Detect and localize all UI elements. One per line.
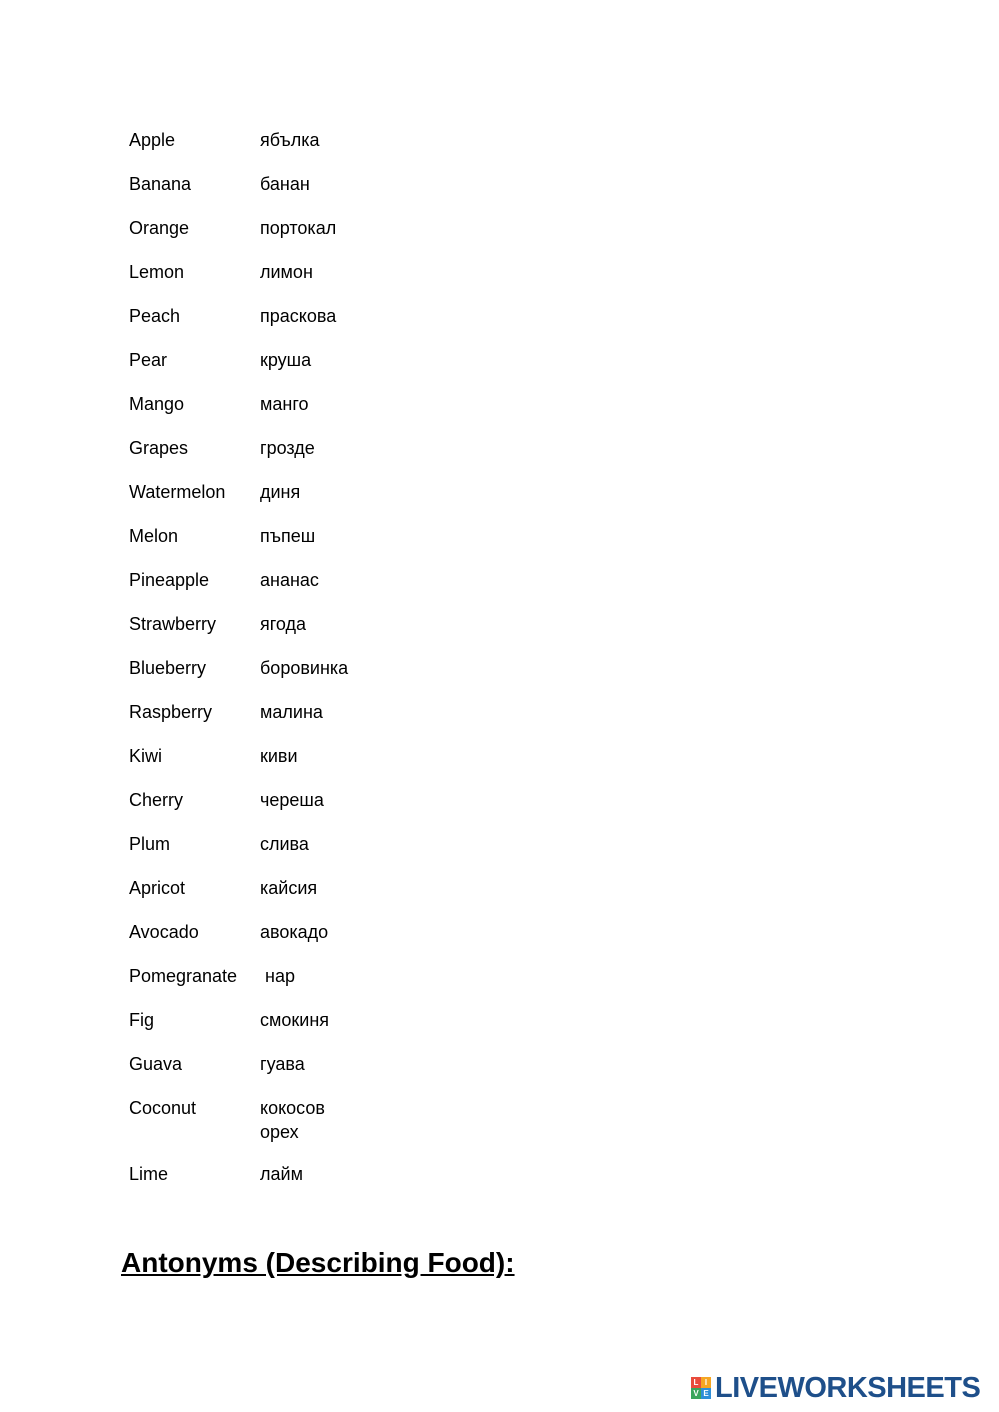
vocab-english-word: Pineapple xyxy=(129,570,210,590)
vocab-row xyxy=(129,744,529,768)
vocab-english-word: Peach xyxy=(129,306,181,326)
logo-mark-letter: I xyxy=(701,1377,711,1388)
vocab-row xyxy=(129,260,529,284)
vocab-row xyxy=(129,1162,529,1186)
liveworksheets-logo[interactable] xyxy=(691,1372,980,1404)
vocab-english-word: Lime xyxy=(129,1164,169,1184)
vocab-english-word: Mango xyxy=(129,394,185,414)
vocab-bulgarian-word: лайм xyxy=(260,1164,303,1184)
vocab-english-word: Avocado xyxy=(129,922,199,942)
vocab-bulgarian-word: грозде xyxy=(260,438,315,458)
vocab-row xyxy=(129,568,529,592)
vocab-english-word: Kiwi xyxy=(129,746,163,766)
vocab-english-word: Cherry xyxy=(129,790,184,810)
vocab-row xyxy=(129,832,529,856)
vocab-english-word: Orange xyxy=(129,218,190,238)
vocab-row xyxy=(129,876,529,900)
vocab-row xyxy=(129,1096,529,1142)
vocab-row xyxy=(129,348,529,372)
vocab-english-word: Plum xyxy=(129,834,171,854)
vocab-bulgarian-word: пъпеш xyxy=(260,526,316,546)
logo-mark-letter: V xyxy=(691,1388,701,1399)
vocab-bulgarian-word: праскова xyxy=(260,306,337,326)
vocab-bulgarian-word: кайсия xyxy=(260,878,318,898)
vocab-bulgarian-word: малина xyxy=(260,702,323,722)
vocab-english-word: Watermelon xyxy=(129,482,226,502)
vocab-bulgarian-word: кокосов орех xyxy=(260,1098,330,1142)
vocab-bulgarian-word: ягода xyxy=(260,614,307,634)
vocab-bulgarian-word: слива xyxy=(260,834,309,854)
vocab-bulgarian-word: портокал xyxy=(260,218,337,238)
vocab-bulgarian-word: гуава xyxy=(260,1054,305,1074)
logo-mark-letter: E xyxy=(701,1388,711,1399)
vocab-row xyxy=(129,128,529,152)
vocab-english-word: Coconut xyxy=(129,1098,197,1118)
vocab-english-word: Apple xyxy=(129,130,176,150)
vocab-bulgarian-word: банан xyxy=(260,174,310,194)
vocab-english-word: Apricot xyxy=(129,878,186,898)
vocab-bulgarian-word: боровинка xyxy=(260,658,349,678)
vocab-bulgarian-word: манго xyxy=(260,394,309,414)
vocab-row xyxy=(129,304,529,328)
vocab-row xyxy=(129,656,529,680)
vocab-english-word: Strawberry xyxy=(129,614,217,634)
vocab-row xyxy=(129,788,529,812)
vocab-english-word: Blueberry xyxy=(129,658,207,678)
vocab-row xyxy=(129,480,529,504)
vocab-bulgarian-word: ананас xyxy=(260,570,319,590)
vocab-english-word: Melon xyxy=(129,526,179,546)
vocab-row xyxy=(129,172,529,196)
vocab-row xyxy=(129,920,529,944)
vocab-row xyxy=(129,1008,529,1032)
vocab-english-word: Guava xyxy=(129,1054,183,1074)
vocab-bulgarian-word: авокадо xyxy=(260,922,329,942)
vocab-english-word: Pear xyxy=(129,350,168,370)
vocab-row xyxy=(129,392,529,416)
logo-mark-letter: L xyxy=(691,1377,701,1388)
vocab-english-word: Banana xyxy=(129,174,192,194)
liveworksheets-logo-icon xyxy=(691,1377,711,1399)
vocab-english-word: Lemon xyxy=(129,262,185,282)
vocab-bulgarian-word: ябълка xyxy=(260,130,320,150)
vocab-row xyxy=(129,612,529,636)
liveworksheets-logo-text: LIVEWORKSHEETS xyxy=(715,1372,981,1404)
vocab-bulgarian-word: круша xyxy=(260,350,312,370)
vocab-row xyxy=(129,1052,529,1076)
vocab-row xyxy=(129,216,529,240)
vocab-row xyxy=(129,964,529,988)
vocab-row xyxy=(129,700,529,724)
vocab-row xyxy=(129,436,529,460)
section-heading-antonyms: Antonyms (Describing Food): xyxy=(121,1247,515,1278)
vocab-bulgarian-word: череша xyxy=(260,790,324,810)
vocab-row xyxy=(129,524,529,548)
vocab-bulgarian-word: нар xyxy=(260,966,295,986)
vocab-bulgarian-word: смокиня xyxy=(260,1010,330,1030)
vocab-english-word: Grapes xyxy=(129,438,189,458)
vocab-bulgarian-word: диня xyxy=(260,482,301,502)
vocab-bulgarian-word: лимон xyxy=(260,262,313,282)
vocab-bulgarian-word: киви xyxy=(260,746,298,766)
vocab-english-word: Raspberry xyxy=(129,702,213,722)
vocab-english-word: Pomegranate xyxy=(129,966,238,986)
vocab-english-word: Fig xyxy=(129,1010,155,1030)
